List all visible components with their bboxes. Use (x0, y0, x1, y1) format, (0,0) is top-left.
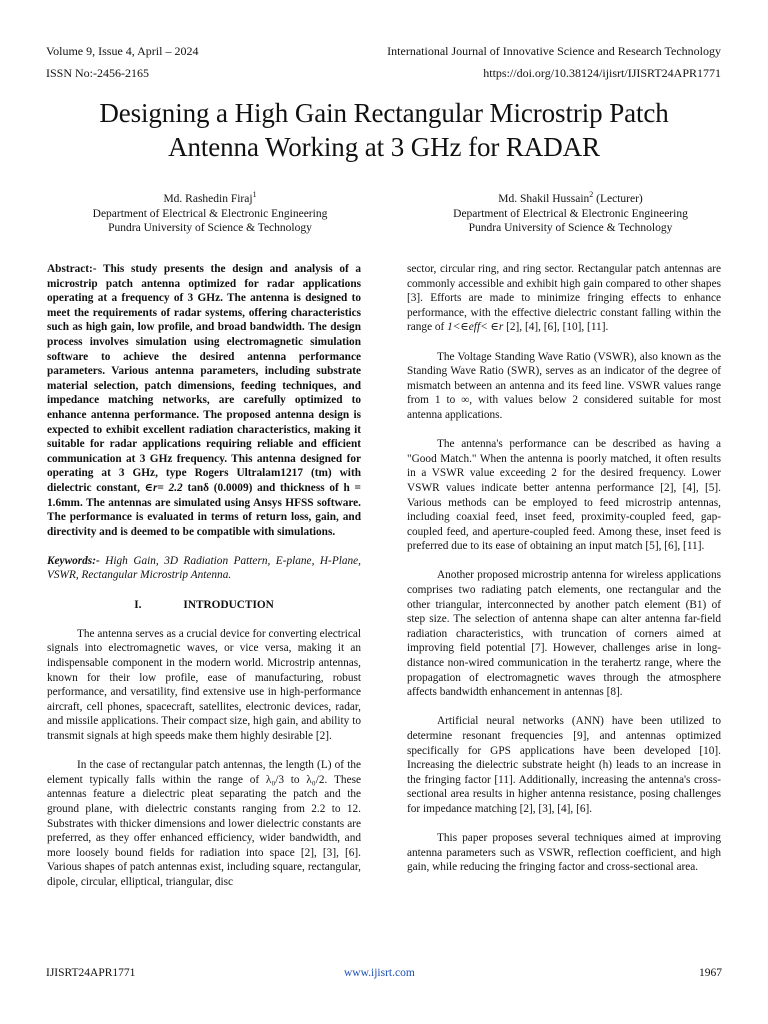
author-2-name: Md. Shakil Hussain (498, 193, 590, 205)
journal-name: International Journal of Innovative Science and Research Technology (387, 44, 721, 58)
title-line-1: Designing a High Gain Rectangular Microstrip Patch (99, 98, 669, 128)
tan-delta: tanδ (182, 481, 210, 494)
abstract: Abstract:- This study presents the design and analysis of a microstrip patch antenna optimized for radar applications operating at a frequency of 3 GHz. The antenna is designed to meet the requirements of radar systems, offering characteristics such as high gain, low profile, and broad bandwidth. The design process involves simulation using electromagnetic simulation software to achieve the desired antenna performance parameters. Various antenna parameters, including substrate material selection, patch dimensions, feeding techniques, and impedance matching networks, are carefully optimized to enhance antenna performance. The proposed antenna design is expected to exhibit excellent radiation characteristics, making it suitable for radar applications requiring reliable and efficient communication at 3 GHz frequency. This antenna designed for operating at 3 GHz, type Rogers Ultralam1217 (tm) with dielectric constant, ∈r= 2.2 tanδ (0.0009) and thickness of h = 1.6mm. The antennas are simulated using Ansys HFSS software. The performance is evaluated in terms of return loss, gain, and directivity and is deemed to be compatible with simulations. (47, 263, 361, 538)
effective-dielectric-range: 1<∈eff< ∈r (447, 321, 504, 334)
keywords-text: High Gain, 3D Radiation Pattern, E-plane, H-Plane, VSWR, Rectangular Microstrip Antenna. (47, 554, 361, 582)
keywords (47, 554, 361, 583)
good-match-paragraph: The antenna's performance can be described as having a "Good Match." When the antenna is poorly matched, it often results in a VSWR value exceeding 2 for the desired frequency. Lower VSWR values indicate better antenna performance [2], [4], [5]. Various methods can be employed to feed microstrip antennas, including coaxial feed, inset feed, proximity-coupled feed, gap-coupled feed, and aperture-coupled feed. Among these, inset feed is preferred due to its ease of obtaining an input match [5], [6], [11]. (407, 438, 721, 553)
author-1-name: Md. Rashedin Firaj (163, 193, 253, 205)
vswr-paragraph: The Voltage Standing Wave Ratio (VSWR), also known as the Standing Wave Ratio (SWR), serves as an indicator of the degree of mismatch between an antenna and its feed line. VSWR values range from 1 to ∞, with values below 2 considered suitable for most antenna applications. (407, 350, 721, 421)
epsilon-r: ∈r= 2.2 (144, 481, 183, 494)
doi-link[interactable]: https://doi.org/10.38124/ijisrt/IJISRT24APR1771 (483, 66, 721, 80)
footer-website-link[interactable]: www.ijisrt.com (344, 967, 415, 979)
ann-paragraph: Artificial neural networks (ANN) have been utilized to determine resonant frequencies [9], and antennas optimized specifically for GPS applications have been developed [10]. Increasing the dielectric substrate height (h) leads to an increase in the fringing factor [11]. Additionally, increasing the antenna's cross-sectional area results in higher antenna resistance, posing challenges for impedance matching [2], [3], [4], [6]. (407, 715, 721, 815)
author-2 (398, 192, 743, 236)
title-line-2: Antenna Working at 3 GHz for RADAR (168, 132, 600, 162)
section-heading-introduction (47, 598, 361, 613)
author-1 (40, 192, 380, 236)
footer-paper-id: IJISRT24APR1771 (46, 967, 136, 979)
intro-paragraph-2: In the case of rectangular patch antennas, the length (L) of the element typically falls within the range of λ₀/3 to λ₀/2. These antennas feature a dielectric pleat separating the patch and the ground plane, with dielectric constants ranging from 2.2 to 12. Substrates with thicker dimensions and lower dielectric constants are preferred, as they offer enhanced efficiency, wider bandwidth, and more loosely bound fields for radiation into space [2], [3], [6]. Various shapes of patch antennas exist, including square, rectangular, dipole, circular, elliptical, triangular, disc (47, 759, 361, 888)
section-number: I. (134, 598, 142, 611)
paper-title (0, 96, 768, 164)
issn: ISSN No:-2456-2165 (46, 66, 150, 80)
author-1-department: Department of Electrical & Electronic Engineering (92, 207, 328, 220)
paper-proposal-paragraph: This paper proposes several techniques aimed at improving antenna parameters such as VSWR, reflection coefficient, and high gain, while reducing the fringing factor and cross-sectional area. (407, 832, 721, 874)
author-2-sup: 2 (589, 190, 594, 200)
proposed-antenna-paragraph: Another proposed microstrip antenna for wireless applications comprises two radiating patch elements, one rectangular and the other triangular, interconnected by another patch element (B1) of step size. The selection of antenna shape can alter antenna far-field radiation characteristics, with truncation of corners aimed at improving field potential [7]. However, challenges arise in long-distance non-wired communication in the terahertz range, where the propagation of electromagnetic waves through the atmosphere affects bandwidth enhancement in antennas [8]. (407, 569, 721, 699)
intro-paragraph-1: The antenna serves as a crucial device for converting electrical signals into electromagnetic waves, or vice versa, making it an indispensable component in the modern world. Microstrip antennas, known for their low profile, ease of manufacturing, robust performance, and versatility, find extensive use in high-performance aircraft, cell phones, spacecraft, satellites, electronic devices, radar, and missile applications. Their compact size, high gain, and ability to transmit signals at high speeds make them highly desirable [2]. (47, 627, 361, 742)
author-2-university: Pundra University of Science & Technology (468, 222, 673, 235)
keywords-label: Keywords:- (47, 554, 100, 567)
author-1-university: Pundra University of Science & Technology (108, 222, 312, 235)
right-paragraph-1: sector, circular ring, and ring sector. Rectangular patch antennas are commonly accessible and exhibit high gain compared to other shapes [3]. Efforts are made to minimize fringing effects to enhance performance, with the effective dielectric constant falling within the range of 1<∈eff< ∈r [2], [4], [6], [10], [11]. (407, 263, 721, 334)
right-column (407, 262, 721, 890)
left-column (47, 262, 361, 904)
volume-info: Volume 9, Issue 4, April – 2024 (46, 44, 199, 58)
section-title: INTRODUCTION (183, 598, 274, 611)
author-2-role: (Lecturer) (593, 193, 643, 205)
author-1-sup: 1 (252, 190, 257, 200)
author-2-department: Department of Electrical & Electronic Engineering (453, 207, 688, 220)
page-number: 1967 (699, 967, 722, 979)
